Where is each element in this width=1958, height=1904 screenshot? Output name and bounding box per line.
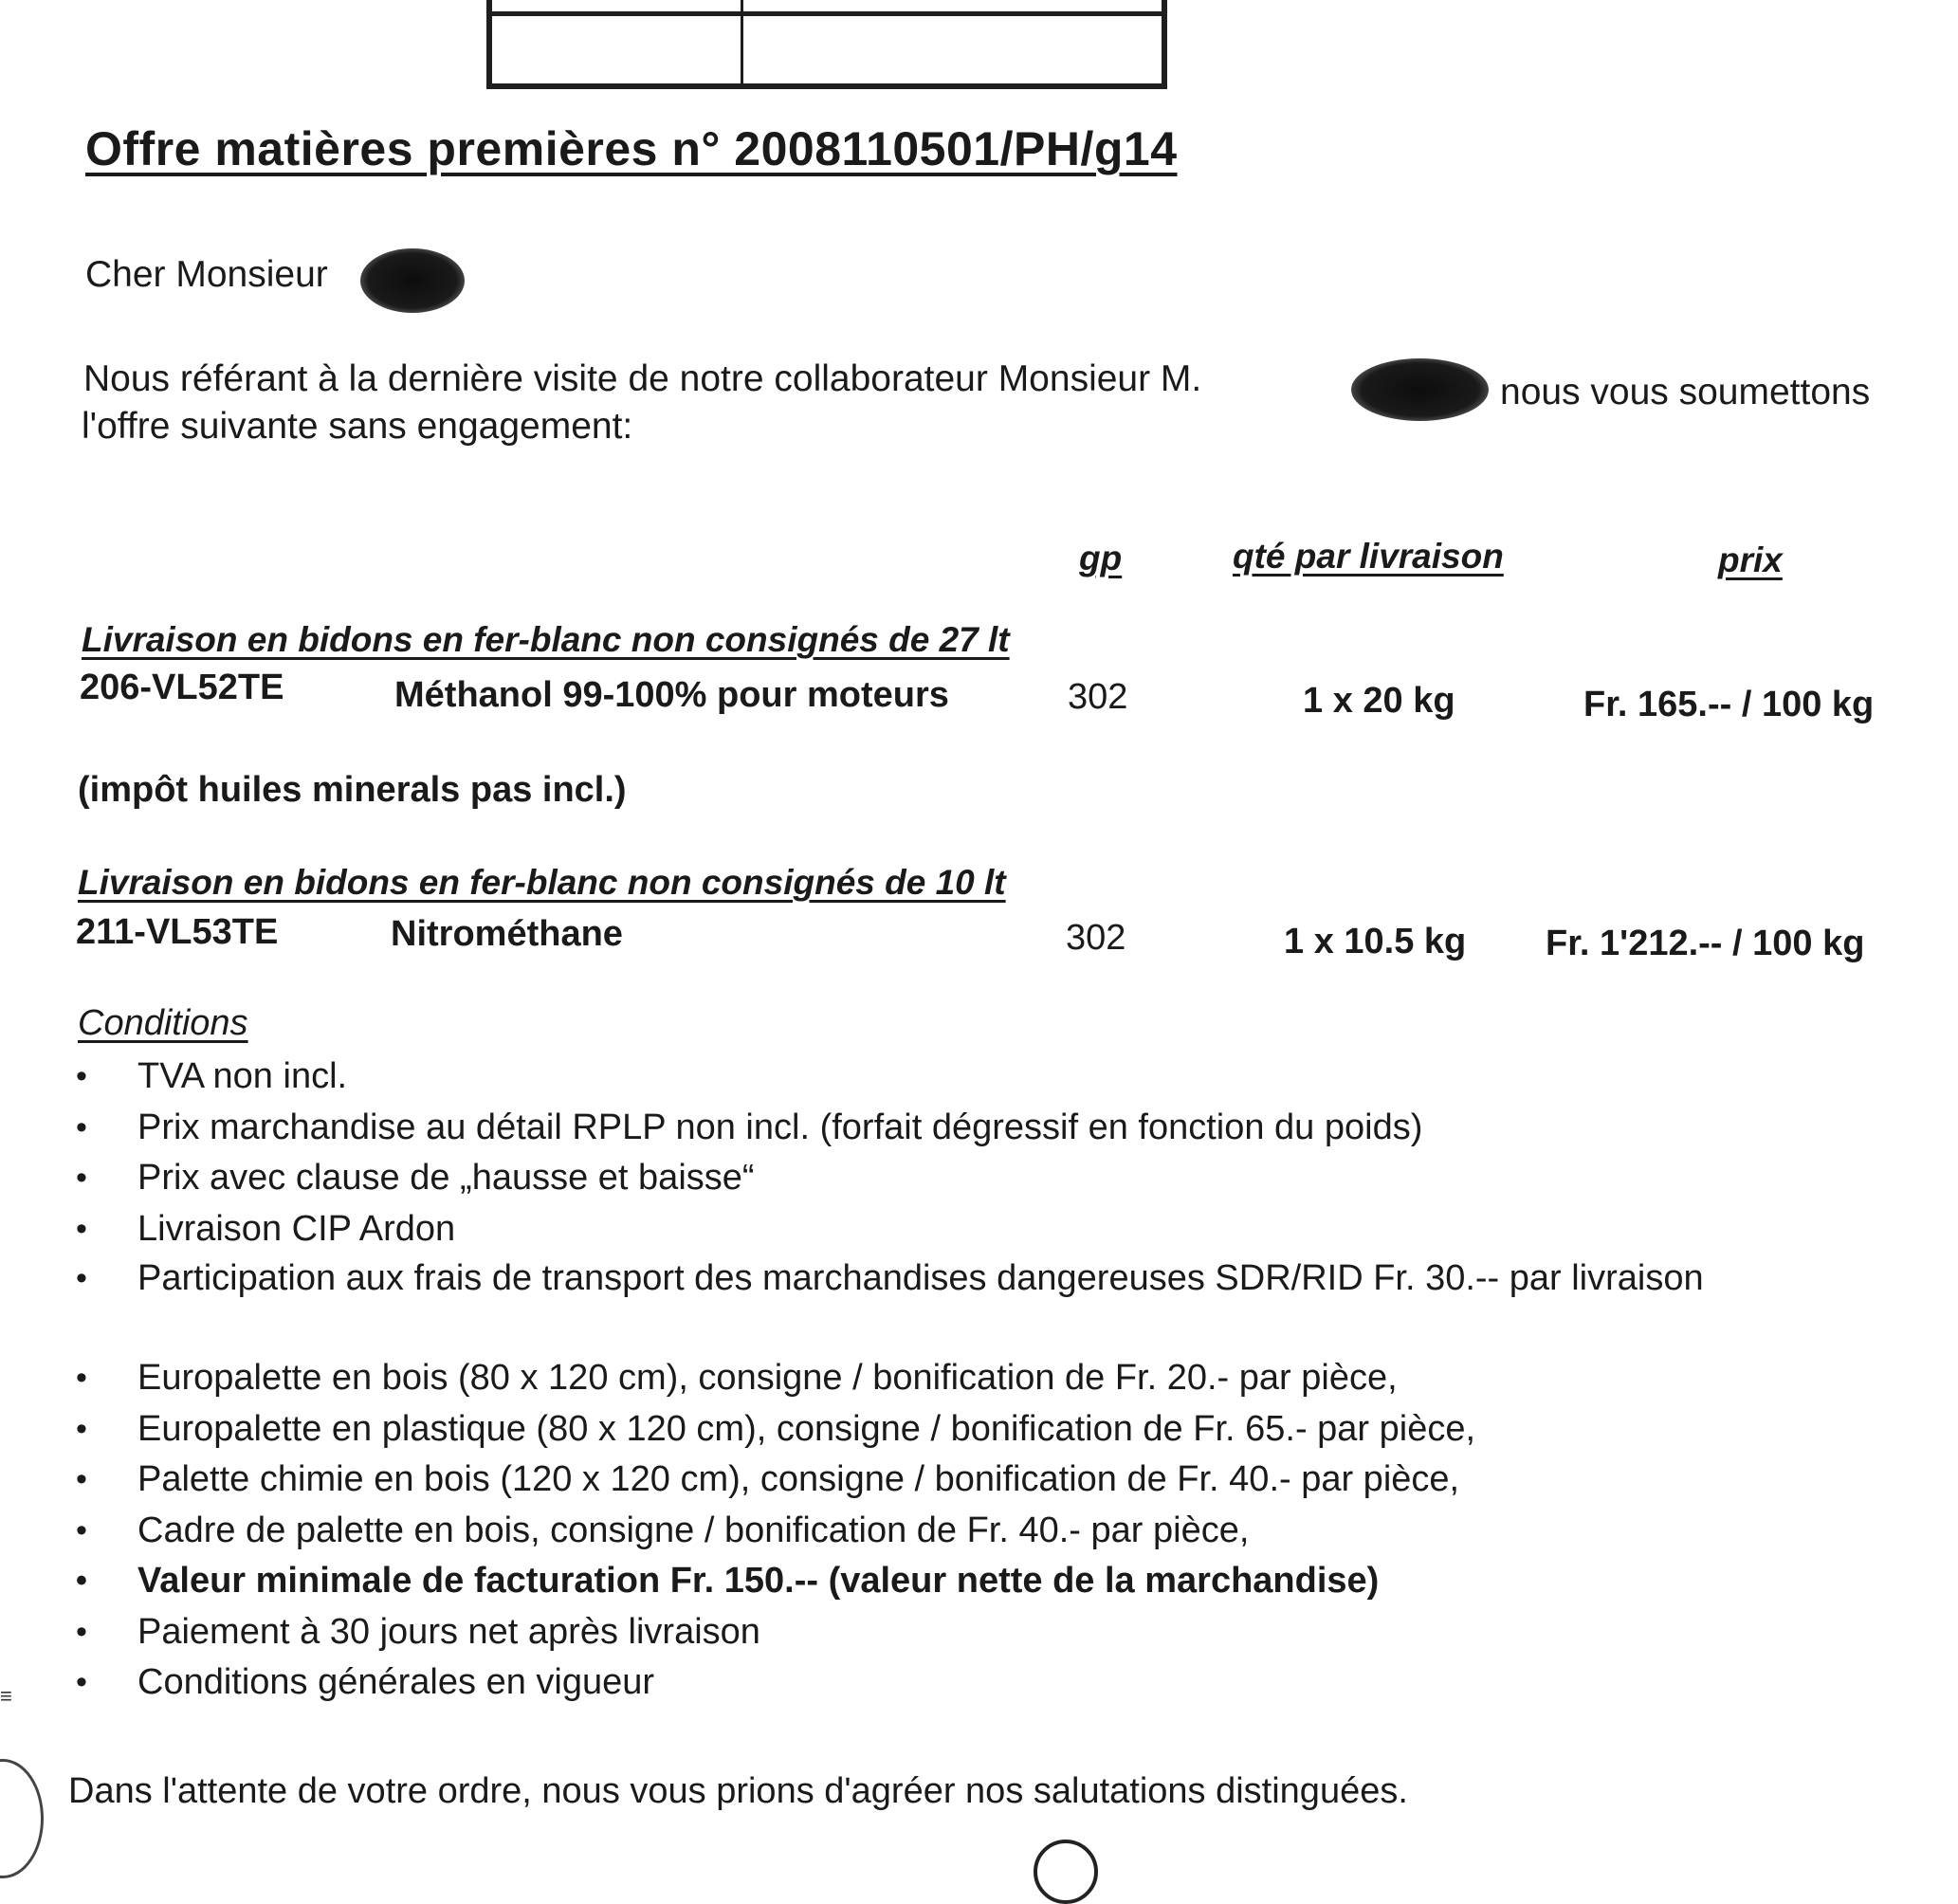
condition-item: • Paiement à 30 jours net après livraison (66, 1608, 1915, 1659)
product-gp: 302 (1068, 677, 1128, 717)
conditions-title: Conditions (78, 1003, 248, 1043)
product-qty: 1 x 10.5 kg (1284, 922, 1467, 961)
condition-item: • Livraison CIP Ardon (66, 1205, 1915, 1256)
header-box-divider-horizontal (492, 11, 1162, 16)
condition-item: • Prix avec clause de „hausse et baisse“ (66, 1154, 1915, 1205)
stamp-fragment (0, 1759, 44, 1878)
condition-item: • Valeur minimale de facturation Fr. 150.-- (valeur nette de la marchandise) (66, 1557, 1915, 1608)
redaction-mark (360, 248, 465, 313)
product-price: Fr. 1'212.-- / 100 kg (1546, 924, 1865, 963)
redaction-mark-2 (1351, 358, 1489, 421)
condition-item: • Cadre de palette en bois, consigne / bonification de Fr. 40.- par pièce, (66, 1507, 1915, 1558)
condition-item: • Conditions générales en vigueur (66, 1658, 1915, 1710)
section-heading-27lt: Livraison en bidons en fer-blanc non consignés de 27 lt (82, 620, 1010, 659)
column-header-gp: gp (1079, 539, 1123, 577)
header-box (486, 0, 1167, 89)
intro-line1-end: nous vous soumettons (1500, 372, 1871, 412)
condition-item: • Prix marchandise au détail RPLP non incl. (forfait dégressif en fonction du poids) (66, 1104, 1915, 1155)
product-name: Méthanol 99-100% pour moteurs (394, 675, 949, 715)
salutation: Cher Monsieur (85, 254, 328, 295)
condition-item: • Participation aux frais de transport des marchandises dangereuses SDR/RID Fr. 30.-- par livraison (66, 1255, 1915, 1354)
intro-line2: l'offre suivante sans engagement: (82, 406, 633, 447)
column-header-qty: qté par livraison (1233, 537, 1504, 576)
condition-item: • TVA non incl. (66, 1053, 1915, 1104)
section-heading-10lt: Livraison en bidons en fer-blanc non consignés de 10 lt (78, 863, 1006, 902)
closing-sentence: Dans l'attente de votre ordre, nous vous prions d'agréer nos salutations distinguées. (68, 1771, 1408, 1811)
product-price: Fr. 165.-- / 100 kg (1583, 685, 1875, 724)
intro-line1-start: Nous référant à la dernière visite de notre collaborateur Monsieur M. (83, 358, 1202, 399)
product-name: Nitrométhane (391, 914, 623, 954)
column-header-price: prix (1718, 540, 1783, 579)
margin-mark: ≡ (0, 1684, 12, 1708)
header-box-divider-vertical (741, 0, 743, 83)
product-code: 206-VL52TE (80, 668, 284, 707)
product-gp: 302 (1066, 918, 1126, 958)
condition-item: • Palette chimie en bois (120 x 120 cm), consigne / bonification de Fr. 40.- par pièce, (66, 1455, 1915, 1507)
conditions-list (66, 1053, 1915, 1710)
product-qty: 1 x 20 kg (1303, 681, 1455, 721)
offer-title: Offre matières premières n° 2008110501/PH/g14 (85, 122, 1178, 175)
product-code: 211-VL53TE (76, 912, 279, 952)
condition-item: • Europalette en plastique (80 x 120 cm), consigne / bonification de Fr. 65.- par pièce, (66, 1405, 1915, 1456)
tax-note: (impôt huiles minerals pas incl.) (78, 770, 627, 810)
signature-fragment (1034, 1840, 1098, 1904)
condition-item: • Europalette en bois (80 x 120 cm), consigne / bonification de Fr. 20.- par pièce, (66, 1354, 1915, 1405)
